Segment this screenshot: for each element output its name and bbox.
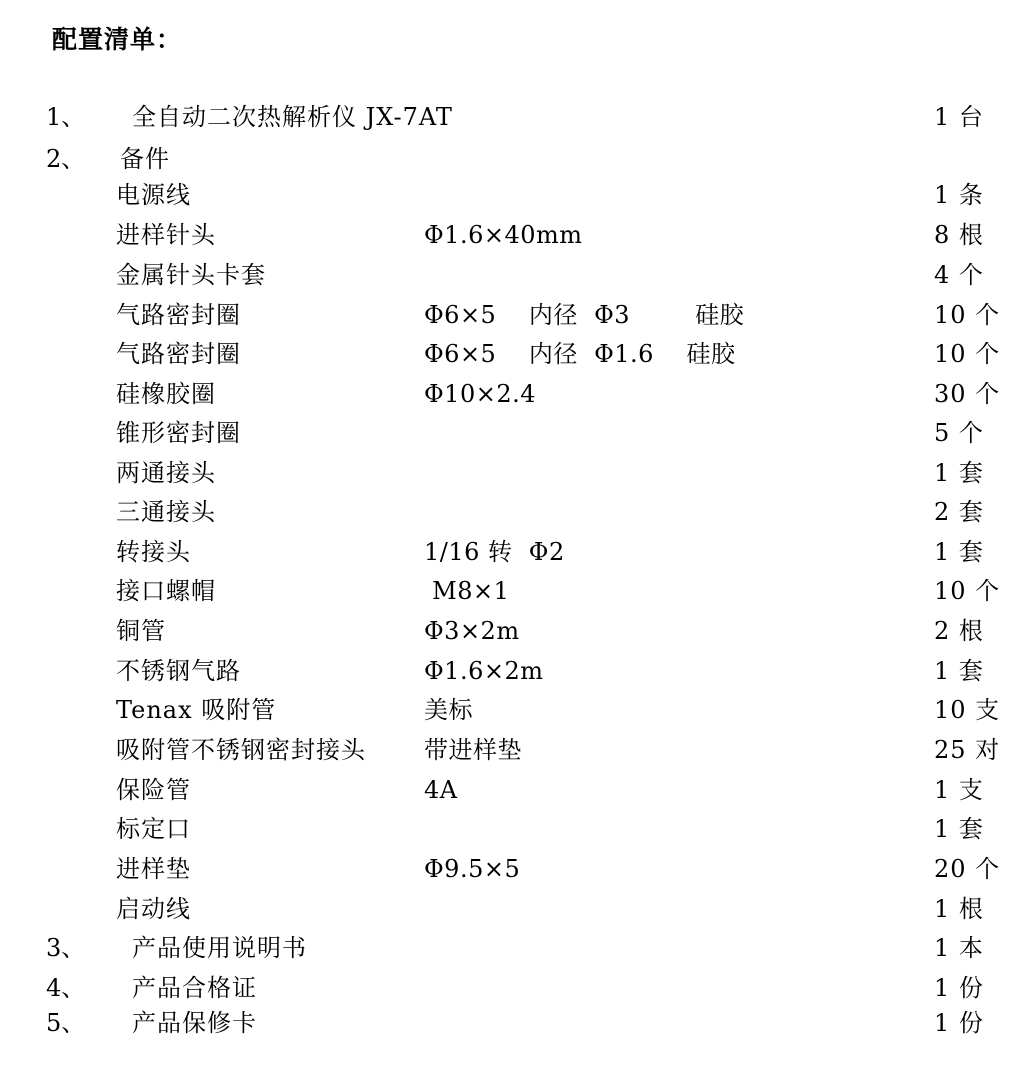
list-item bbox=[0, 178, 1035, 212]
item-quantity: 1 条 bbox=[934, 181, 984, 209]
item-quantity: 2 根 bbox=[934, 617, 984, 645]
item-name: Tenax 吸附管 bbox=[116, 696, 277, 724]
item-name: 金属针头卡套 bbox=[116, 261, 266, 289]
list-item bbox=[0, 218, 1035, 252]
item-spec: Φ6×5 内径 Φ3 硅胶 bbox=[424, 301, 745, 329]
item-quantity: 1 套 bbox=[934, 459, 984, 487]
item-spec: Φ6×5 内径 Φ1.6 硅胶 bbox=[424, 340, 736, 368]
item-quantity: 20 个 bbox=[934, 855, 1001, 883]
list-item bbox=[0, 852, 1035, 886]
item-number: 1、 bbox=[46, 103, 86, 131]
item-spec: Φ1.6×2m bbox=[424, 657, 544, 685]
item-name: 保险管 bbox=[116, 776, 191, 804]
list-item bbox=[0, 574, 1035, 608]
list-item bbox=[0, 142, 1035, 176]
item-number: 3、 bbox=[46, 934, 86, 962]
list-item bbox=[0, 812, 1035, 846]
item-name: 两通接头 bbox=[116, 459, 216, 487]
item-name: 产品保修卡 bbox=[132, 1009, 257, 1037]
list-item bbox=[0, 931, 1035, 965]
item-name: 产品使用说明书 bbox=[132, 934, 307, 962]
item-quantity: 10 支 bbox=[934, 696, 1001, 724]
item-quantity: 1 套 bbox=[934, 657, 984, 685]
item-spec: M8×1 bbox=[424, 577, 510, 605]
list-item bbox=[0, 654, 1035, 688]
item-spec: 带进样垫 bbox=[424, 736, 522, 764]
list-item bbox=[0, 693, 1035, 727]
item-name: 标定口 bbox=[116, 815, 191, 843]
item-quantity: 1 份 bbox=[934, 1009, 984, 1037]
item-spec: 4A bbox=[424, 776, 458, 804]
list-item bbox=[0, 258, 1035, 292]
item-name: 进样针头 bbox=[116, 221, 216, 249]
list-item bbox=[0, 377, 1035, 411]
item-name: 全自动二次热解析仪 JX-7AT bbox=[132, 103, 453, 131]
item-quantity: 30 个 bbox=[934, 380, 1001, 408]
item-quantity: 4 个 bbox=[934, 261, 984, 289]
item-quantity: 10 个 bbox=[934, 340, 1001, 368]
item-spec: 美标 bbox=[424, 696, 473, 724]
item-name: 硅橡胶圈 bbox=[116, 380, 216, 408]
list-item bbox=[0, 614, 1035, 648]
item-name: 进样垫 bbox=[116, 855, 191, 883]
item-name: 铜管 bbox=[116, 617, 166, 645]
item-spec: 1/16 转 Φ2 bbox=[424, 538, 565, 566]
item-name: 接口螺帽 bbox=[116, 577, 216, 605]
list-item bbox=[0, 892, 1035, 926]
item-quantity: 1 套 bbox=[934, 538, 984, 566]
item-number: 2、 bbox=[46, 145, 86, 173]
item-name: 气路密封圈 bbox=[116, 340, 241, 368]
item-spec: Φ9.5×5 bbox=[424, 855, 521, 883]
item-spec: Φ3×2m bbox=[424, 617, 520, 645]
item-spec: Φ10×2.4 bbox=[424, 380, 536, 408]
item-quantity: 1 根 bbox=[934, 895, 984, 923]
list-item bbox=[0, 495, 1035, 529]
item-number: 4、 bbox=[46, 974, 86, 1002]
item-name: 产品合格证 bbox=[132, 974, 257, 1002]
item-quantity: 5 个 bbox=[934, 419, 984, 447]
item-name: 备件 bbox=[120, 145, 170, 173]
item-quantity: 8 根 bbox=[934, 221, 984, 249]
item-name: 不锈钢气路 bbox=[116, 657, 241, 685]
item-quantity: 1 本 bbox=[934, 934, 984, 962]
item-name: 启动线 bbox=[116, 895, 191, 923]
list-item bbox=[0, 416, 1035, 450]
item-quantity: 2 套 bbox=[934, 498, 984, 526]
item-spec: Φ1.6×40mm bbox=[424, 221, 583, 249]
item-name: 电源线 bbox=[116, 181, 191, 209]
list-item bbox=[0, 535, 1035, 569]
item-number: 5、 bbox=[46, 1009, 86, 1037]
item-quantity: 10 个 bbox=[934, 577, 1001, 605]
item-quantity: 1 份 bbox=[934, 974, 984, 1002]
item-name: 转接头 bbox=[116, 538, 191, 566]
list-item bbox=[0, 100, 1035, 134]
item-name: 三通接头 bbox=[116, 498, 216, 526]
list-item bbox=[0, 456, 1035, 490]
item-quantity: 25 对 bbox=[934, 736, 1001, 764]
list-item bbox=[0, 733, 1035, 767]
item-quantity: 10 个 bbox=[934, 301, 1001, 329]
list-item bbox=[0, 1006, 1035, 1040]
item-quantity: 1 套 bbox=[934, 815, 984, 843]
item-name: 锥形密封圈 bbox=[116, 419, 241, 447]
list-item bbox=[0, 971, 1035, 1005]
list-item bbox=[0, 337, 1035, 371]
item-quantity: 1 支 bbox=[934, 776, 984, 804]
item-name: 气路密封圈 bbox=[116, 301, 241, 329]
document-title: 配置清单： bbox=[52, 25, 183, 54]
item-name: 吸附管不锈钢密封接头 bbox=[116, 736, 366, 764]
list-item bbox=[0, 298, 1035, 332]
list-item bbox=[0, 773, 1035, 807]
item-quantity: 1 台 bbox=[934, 103, 984, 131]
